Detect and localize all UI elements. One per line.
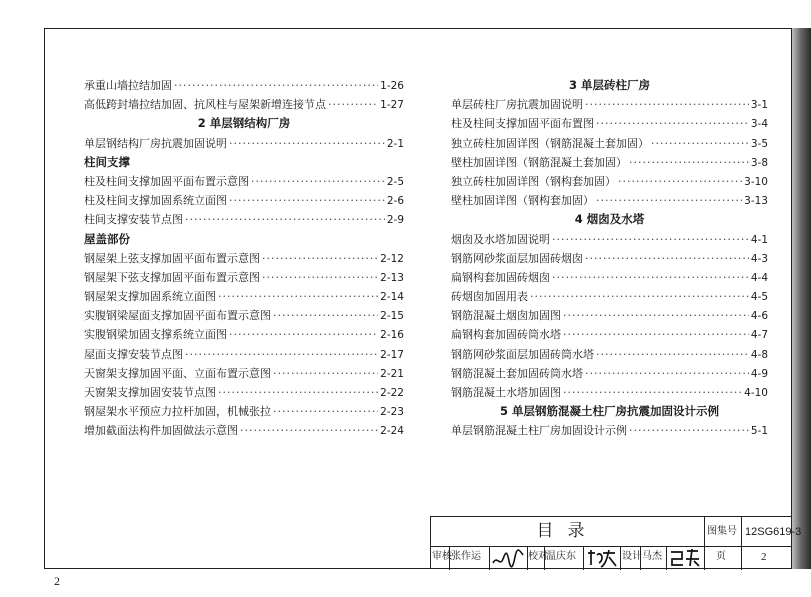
toc-entry-title: 屋面支撑安装节点图 — [84, 347, 183, 361]
toc-entry-title: 烟囱及水塔加固说明 — [451, 232, 550, 246]
toc-entry — [451, 268, 768, 287]
dot-leader — [596, 345, 749, 364]
toc-entry-title: 壁柱加固详图（钢构套加固） — [451, 194, 594, 208]
dot-leader — [596, 191, 742, 210]
toc-entry — [84, 383, 404, 402]
toc-entry — [84, 306, 404, 325]
toc-entry-title: 钢屋架水平预应力拉杆加固，机械张拉 — [84, 405, 271, 419]
toc-entry — [451, 114, 768, 133]
toc-entry — [451, 172, 768, 191]
dot-leader — [629, 421, 749, 440]
toc-entry — [84, 364, 404, 383]
toc-entry-page: 2-6 — [386, 195, 404, 208]
toc-entry-page: 2-23 — [380, 406, 404, 419]
dot-leader — [273, 364, 378, 383]
toc-entry — [451, 325, 768, 344]
toc-entry-page: 1-26 — [380, 80, 404, 92]
title-block-page: 2 — [761, 551, 767, 563]
atlas-label: 图集号 — [707, 526, 737, 537]
toc-entry — [451, 287, 768, 306]
section-heading: 5 单层钢筋混凝土柱厂房抗震加固设计示例 — [499, 404, 719, 419]
toc-entry — [451, 421, 768, 440]
toc-entry-page: 3-4 — [750, 118, 768, 131]
reviewer-name: 张作运 — [451, 551, 481, 562]
toc-entry — [451, 95, 768, 114]
cell-divider — [741, 546, 742, 570]
toc-entry-page: 3-5 — [750, 137, 768, 150]
toc-entry — [451, 230, 768, 249]
toc-entry-title: 承重山墙拉结加固 — [84, 79, 172, 92]
dot-leader — [629, 153, 749, 172]
toc-entry-page: 2-14 — [380, 291, 404, 304]
toc-entry-page: 2-21 — [380, 367, 404, 380]
toc-entry — [84, 345, 404, 364]
toc-right-column — [451, 76, 768, 441]
toc-entry-title: 增加截面法构件加固做法示意图 — [84, 424, 238, 438]
toc-entry-page: 3-10 — [744, 175, 768, 188]
toc-entry-page: 2-9 — [386, 214, 404, 227]
dot-leader — [240, 421, 378, 440]
toc-entry-page: 2-5 — [386, 175, 404, 188]
dot-leader — [651, 134, 749, 153]
toc-entry-page: 3-13 — [744, 195, 768, 208]
toc-entry-title: 实腹钢梁加固支撑系统立面图 — [84, 328, 227, 342]
subsection-heading: 柱间支撑 — [84, 154, 130, 169]
page-number: 2 — [54, 574, 60, 588]
dot-leader — [530, 287, 749, 306]
cell-divider — [620, 546, 621, 570]
dot-leader — [273, 306, 378, 325]
toc-entry-title: 砖烟囱加固用表 — [451, 290, 528, 304]
toc-entry-page: 2-1 — [386, 137, 404, 150]
toc-entry — [84, 325, 404, 344]
toc-entry-title: 独立砖柱加固详图（钢构套加固） — [451, 174, 616, 188]
dot-leader — [563, 306, 749, 325]
dot-leader — [273, 402, 378, 421]
toc-entry-title: 钢筋网砂浆面层加固砖筒水塔 — [451, 347, 594, 361]
review-label: 审核 — [432, 551, 452, 562]
dot-leader — [185, 345, 378, 364]
designer-name: 马杰 — [642, 551, 662, 562]
toc-entry — [84, 76, 404, 95]
dot-leader — [563, 383, 742, 402]
dot-leader — [552, 268, 749, 287]
dot-leader — [229, 325, 378, 344]
toc-entry-title: 钢屋架上弦支撑加固平面布置示意图 — [84, 251, 260, 265]
cell-divider — [583, 546, 584, 570]
toc-entry-page: 4-5 — [750, 291, 768, 304]
dot-leader — [185, 210, 385, 229]
toc-entry-page: 2-13 — [380, 271, 404, 284]
toc-entry-title: 单层钢结构厂房抗震加固说明 — [84, 136, 227, 150]
dot-leader — [552, 230, 749, 249]
toc-entry-page: 5-1 — [750, 425, 768, 438]
toc-entry — [84, 268, 404, 287]
page-label: 页 — [716, 551, 726, 562]
toc-entry-page: 4-9 — [750, 367, 768, 380]
toc-entry-title: 单层钢筋混凝土柱厂房加固设计示例 — [451, 424, 627, 438]
toc-entry-page: 3-8 — [750, 156, 768, 169]
title-block — [430, 516, 802, 569]
section-heading: 2 单层钢结构厂房 — [197, 116, 291, 131]
cell-divider — [666, 546, 667, 570]
dot-leader — [585, 364, 749, 383]
scan-edge-shadow — [792, 28, 811, 569]
toc-entry-title: 壁柱加固详图（钢筋混凝土套加固） — [451, 155, 627, 169]
toc-entry — [451, 345, 768, 364]
dot-leader — [262, 268, 378, 287]
toc-entry-title: 柱间支撑安装节点图 — [84, 213, 183, 227]
toc-entry — [451, 249, 768, 268]
toc-entry-title: 钢筋混凝土烟囱加固图 — [451, 309, 561, 323]
atlas-number: 12SG619-3 — [745, 526, 802, 538]
toc-entry-title: 天窗架支撑加固安装节点图 — [84, 386, 216, 399]
toc-entry-page: 2-22 — [380, 387, 404, 399]
cell-divider — [489, 546, 490, 570]
toc-entry-page: 2-12 — [380, 252, 404, 265]
toc-entry — [84, 210, 404, 229]
dot-leader — [218, 287, 378, 306]
toc-entry-title: 独立砖柱加固详图（钢筋混凝土套加固） — [451, 136, 649, 150]
toc-entry-page: 4-10 — [744, 387, 768, 399]
toc-entry — [84, 421, 404, 440]
toc-entry — [84, 134, 404, 153]
toc-entry-page: 2-24 — [380, 425, 404, 438]
toc-entry — [84, 249, 404, 268]
toc-entry-title: 钢筋网砂浆面层加固砖烟囱 — [451, 251, 583, 265]
toc-entry-page: 2-15 — [380, 310, 404, 323]
dot-leader — [618, 172, 742, 191]
dot-leader — [585, 95, 749, 114]
toc-entry-title: 天窗架支撑加固平面、立面布置示意图 — [84, 366, 271, 380]
toc-left-column — [84, 76, 404, 441]
dot-leader — [585, 249, 749, 268]
section-heading: 3 单层砖柱厂房 — [568, 78, 650, 92]
toc-entry-page: 4-4 — [750, 271, 768, 284]
dot-leader — [596, 114, 749, 133]
toc-entry — [451, 191, 768, 210]
dot-leader — [174, 76, 378, 95]
toc-entry-title: 钢筋混凝土套加固砖筒水塔 — [451, 366, 583, 380]
toc-entry-page: 3-1 — [750, 99, 768, 112]
toc-entry-title: 柱及柱间支撑加固平面布置图 — [451, 117, 594, 131]
dot-leader — [251, 172, 385, 191]
dot-leader — [229, 191, 385, 210]
toc-entry-title: 钢筋混凝土水塔加固图 — [451, 386, 561, 399]
toc-entry — [84, 402, 404, 421]
toc-entry — [84, 287, 404, 306]
toc-entry-page: 4-6 — [750, 310, 768, 323]
cell-divider — [704, 546, 705, 570]
toc-entry — [451, 383, 768, 402]
toc-entry — [451, 364, 768, 383]
toc-entry-title: 柱及柱间支撑加固系统立面图 — [84, 194, 227, 208]
toc-entry-title: 单层砖柱厂房抗震加固说明 — [451, 98, 583, 112]
dot-leader — [262, 249, 378, 268]
toc-entry-page: 4-1 — [750, 233, 768, 246]
toc-entry-title: 扁钢构套加固砖筒水塔 — [451, 328, 561, 342]
toc-entry-title: 钢屋架下弦支撑加固平面布置示意图 — [84, 270, 260, 284]
section-heading: 4 烟囱及水塔 — [574, 212, 645, 227]
toc-entry — [451, 134, 768, 153]
dot-leader — [328, 95, 378, 114]
check-label: 校对 — [528, 551, 548, 562]
toc-entry — [451, 153, 768, 172]
toc-entry-page: 1-27 — [380, 99, 404, 112]
toc-entry — [84, 172, 404, 191]
toc-entry-page: 4-3 — [750, 252, 768, 265]
dot-leader — [563, 325, 749, 344]
toc-entry-page: 4-8 — [750, 348, 768, 361]
reviewer-signature — [491, 547, 525, 569]
toc-entry-title: 钢屋架支撑加固系统立面图 — [84, 290, 216, 304]
toc-entry-title: 实腹钢梁屋面支撑加固平面布置示意图 — [84, 309, 271, 323]
toc-entry-page: 2-16 — [380, 329, 404, 342]
dot-leader — [229, 134, 385, 153]
toc-entry-title: 柱及柱间支撑加固平面布置示意图 — [84, 174, 249, 188]
checker-signature — [585, 547, 619, 569]
checker-name: 温庆东 — [546, 551, 576, 562]
toc-entry — [84, 95, 404, 114]
design-label: 设计 — [622, 551, 642, 562]
toc-entry-title: 高低跨封墙拉结加固、抗风柱与屋架新增连接节点 — [84, 98, 326, 112]
toc-entry-page: 2-17 — [380, 348, 404, 361]
sign-row — [431, 546, 792, 570]
designer-signature — [668, 547, 702, 569]
toc-entry — [451, 306, 768, 325]
dot-leader — [218, 383, 378, 402]
toc-entry-title: 扁钢构套加固砖烟囱 — [451, 270, 550, 284]
toc-entry-page: 4-7 — [750, 329, 768, 342]
title-block-title: 目录 — [536, 521, 599, 541]
toc-entry — [84, 191, 404, 210]
subsection-heading: 屋盖部份 — [84, 231, 130, 246]
